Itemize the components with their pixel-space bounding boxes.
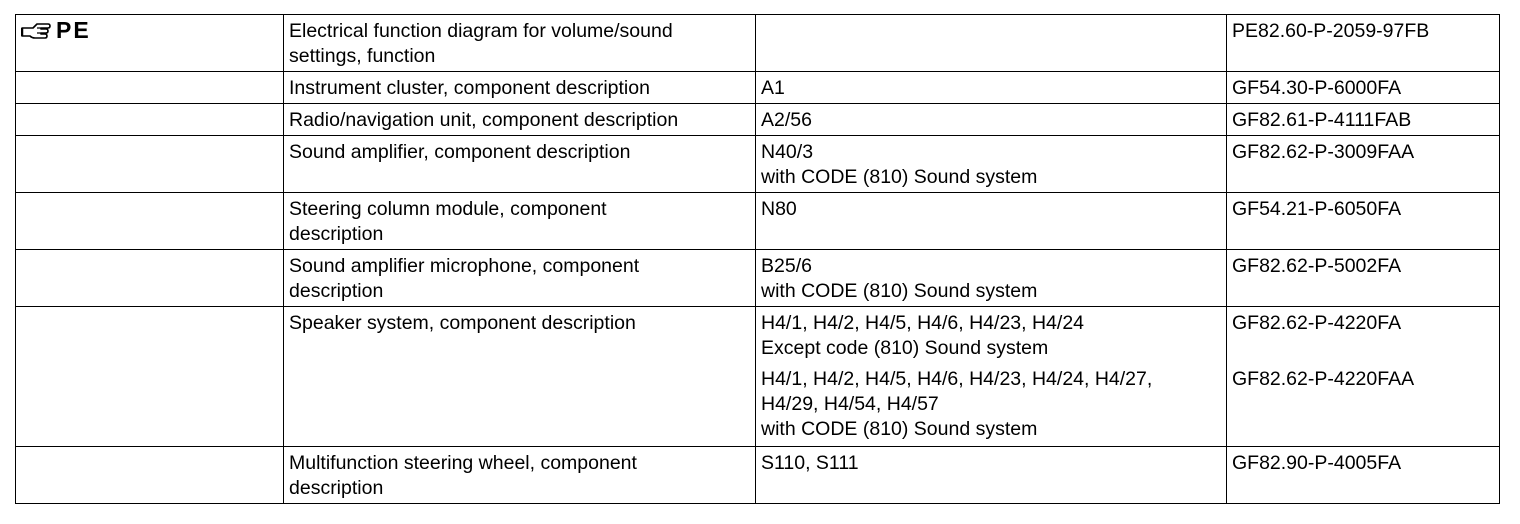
description-cell	[284, 72, 756, 104]
table-row	[16, 136, 1500, 193]
pointing-hand-icon	[21, 22, 51, 40]
component-cell	[756, 15, 1227, 72]
pe-label: PE	[56, 17, 91, 43]
component-cell	[756, 193, 1227, 250]
component-text: H4/1, H4/2, H4/5, H4/6, H4/23, H4/24 Except code (810) Sound system	[761, 312, 1085, 359]
document-cell	[1227, 193, 1500, 250]
component-text: B25/6 with CODE (810) Sound system	[761, 255, 1038, 302]
description-text: Sound amplifier, component description	[289, 141, 631, 163]
document-number: GF54.30-P-6000FA	[1232, 77, 1402, 99]
component-text-alt: H4/1, H4/2, H4/5, H4/6, H4/23, H4/24, H4/27, H4/29, H4/54, H4/57 with CODE (810) Sound system	[761, 368, 1153, 440]
marker-cell	[16, 193, 284, 250]
table-row	[16, 15, 1500, 72]
table-row	[16, 72, 1500, 104]
document-number-alt: GF82.62-P-4220FAA	[1232, 368, 1415, 390]
component-text: N80	[761, 198, 797, 220]
description-cell	[284, 447, 756, 504]
document-number: GF82.61-P-4111FAB	[1232, 109, 1412, 131]
marker-cell	[16, 307, 284, 447]
description-text: Electrical function diagram for volume/sound settings, function	[289, 20, 673, 67]
document-number: GF82.62-P-5002FA	[1232, 255, 1402, 277]
component-text: S110, S111	[761, 452, 859, 474]
component-text: N40/3 with CODE (810) Sound system	[761, 141, 1038, 188]
component-cell	[756, 447, 1227, 504]
document-number: GF82.62-P-4220FA	[1232, 312, 1402, 334]
table-row	[16, 193, 1500, 250]
table-row	[16, 104, 1500, 136]
document-cell	[1227, 15, 1500, 72]
description-text: Speaker system, component description	[289, 312, 636, 334]
marker-cell	[16, 250, 284, 307]
table-row	[16, 250, 1500, 307]
description-text: Radio/navigation unit, component description	[289, 109, 679, 131]
document-cell	[1227, 250, 1500, 307]
component-cell	[756, 307, 1227, 447]
marker-cell	[16, 136, 284, 193]
marker-cell	[16, 72, 284, 104]
component-text: A2/56	[761, 109, 812, 131]
document-number: PE82.60-P-2059-97FB	[1232, 20, 1430, 42]
description-text: Instrument cluster, component description	[289, 77, 650, 99]
description-cell	[284, 15, 756, 72]
reference-table	[15, 14, 1500, 504]
document-cell	[1227, 447, 1500, 504]
description-cell	[284, 136, 756, 193]
document-number: GF82.62-P-3009FAA	[1232, 141, 1415, 163]
document-cell	[1227, 104, 1500, 136]
document-number: GF54.21-P-6050FA	[1232, 198, 1402, 220]
pe-marker	[21, 18, 279, 43]
description-cell	[284, 250, 756, 307]
component-cell	[756, 250, 1227, 307]
marker-cell	[16, 447, 284, 504]
component-cell	[756, 136, 1227, 193]
description-text: Sound amplifier microphone, component description	[289, 255, 640, 302]
marker-cell	[16, 104, 284, 136]
table-row	[16, 307, 1500, 447]
document-cell	[1227, 307, 1500, 447]
description-cell	[284, 193, 756, 250]
component-cell	[756, 72, 1227, 104]
description-text: Multifunction steering wheel, component description	[289, 452, 637, 499]
document-cell	[1227, 72, 1500, 104]
table-row	[16, 447, 1500, 504]
document-number: GF82.90-P-4005FA	[1232, 452, 1402, 474]
marker-cell	[16, 15, 284, 72]
description-text: Steering column module, component description	[289, 198, 607, 245]
description-cell	[284, 307, 756, 447]
component-cell	[756, 104, 1227, 136]
description-cell	[284, 104, 756, 136]
component-text: A1	[761, 77, 785, 99]
document-cell	[1227, 136, 1500, 193]
